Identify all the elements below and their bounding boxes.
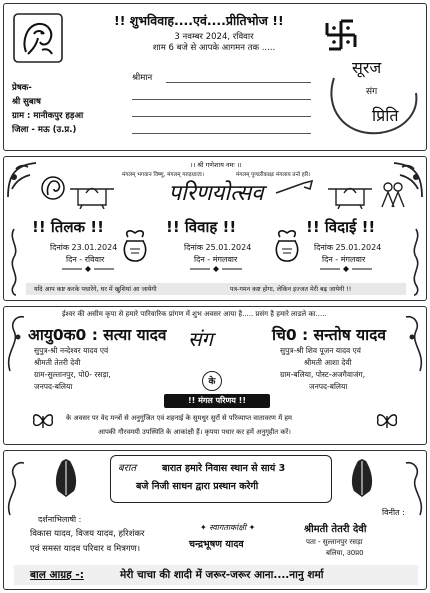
card1-date: 3 नवम्बर 2024, रविवार [174, 32, 254, 42]
card-event-schedule [3, 156, 427, 301]
event-vidai-day: दिन - मंगलवार [322, 255, 366, 264]
bride-line-1: सुपुत्र-श्री शिव पूजन यादव एवं [280, 346, 361, 355]
address-line-3 [132, 116, 311, 117]
doli-icon [68, 183, 116, 209]
logo-name-bottom: प्रिति [372, 106, 399, 125]
card3-paragraph-1: के अवसर पर वेद मन्त्रों से अनुगुंजित एवं शहनाई के सुमधुर सुरों से परिव्याप्त वातावरण में हम [66, 414, 293, 422]
shehnai-icon [274, 179, 314, 197]
bal-aagrah-text: मेरी चाचा की शादी में जरूर-जरूर आना....नानु शर्मा [120, 569, 324, 581]
event-vidai-date: दिनांक 25.01.2024 [314, 243, 382, 252]
event-vidai-name: !! विदाई !! [306, 218, 376, 236]
sender-village: ग्राम : मानीकपुर हड़आ [12, 111, 84, 121]
ornament-divider-icon [318, 265, 374, 273]
darshan-line-2: एवं समस्त यादव परिवार व मित्रगण। [30, 544, 141, 554]
namaste-hands-icon [48, 457, 84, 499]
ganesh-salutation: ।। श्री गणेशाय नमः ।। [190, 161, 242, 169]
darshan-line-1: विकास यादव, विजय यादव, हरिशंकर [30, 529, 145, 539]
swagat-name: चन्द्रभूषण यादव [189, 539, 244, 550]
card-baraat-details [3, 450, 427, 590]
card1-title: !! शुभविवाह....एवं....प्रीतिभोज !! [114, 13, 284, 28]
logo-name-mid: संग [366, 87, 378, 97]
baraat-line-1: बारात हमारे निवास स्थान से सायं 3 [162, 463, 286, 474]
ganesh-icon [40, 175, 66, 201]
doli-icon [326, 183, 374, 209]
bride-line-2: श्रीमती आशा देवी [304, 358, 352, 367]
vineet-address-2: बलिया, उ0प्र0 [326, 549, 364, 557]
namaste-hands-icon [344, 457, 380, 499]
event-tilak-name: !! तिलक !! [32, 218, 104, 236]
kalash-icon [272, 227, 302, 265]
ornament-divider-icon [188, 265, 244, 273]
event-vivah-day: दिन - मंगलवार [194, 255, 238, 264]
groom-line-4: जनपद-बलिया [34, 382, 73, 391]
event-vivah-name: !! विवाह !! [166, 218, 237, 236]
mangal-parinay-label: !! मंगल परिणय !! [188, 396, 246, 405]
corner-flourish-icon [6, 459, 28, 517]
corner-flourish-icon [402, 313, 424, 373]
event-tilak-date: दिनांक 23.01.2024 [50, 243, 118, 252]
sang-script: संग [188, 327, 213, 351]
bal-aagrah-label: बाल आग्रह -: [30, 569, 84, 581]
card3-paragraph-2: आपकी गौरवमयी उपस्थिति के आकांक्षी हैं। कृपया पधार कर हमें अनुगृहीत करें। [98, 428, 291, 436]
ganesh-icon [12, 12, 64, 64]
address-line-4 [132, 133, 311, 134]
vineet-name: श्रीमती तेतरी देवी [304, 524, 367, 535]
swagat-label: ✦ स्वागताकांक्षी ✦ [200, 523, 256, 532]
darshan-label: दर्शनाभिलाषी : [38, 515, 82, 524]
corner-flourish-icon [6, 313, 28, 373]
address-line-2 [132, 99, 311, 100]
side-scroll-icon [6, 227, 22, 297]
groom-title: आयु0क0 : सत्या यादव [28, 326, 167, 344]
bride-line-4: जनपद-बलिया [309, 382, 348, 391]
sender-label: प्रेषक- [12, 83, 32, 93]
vineet-label: विनीत : [382, 508, 405, 517]
parinay-title: परिणयोत्सव [168, 181, 264, 206]
butterfly-icon [376, 412, 398, 430]
groom-line-1: सुपुत्र-श्री नन्देश्वर यादव एवं [34, 346, 109, 355]
shloka-left: मंगलम् भगवान विष्णु, मंगलम् गरुड़ध्वजः। [122, 172, 205, 178]
baraat-line-2: बजे निजी साधन द्वारा प्रस्थान करेगी [136, 481, 259, 492]
vineet-address-1: पता - सुल्तानपुर रसड़ा [306, 538, 363, 546]
logo-name-top: सूरज [352, 58, 382, 77]
card-couple-details [3, 306, 427, 445]
groom-line-2: श्रीमती तेतरी देवी [34, 358, 81, 367]
corner-flourish-icon [402, 459, 424, 517]
shloka-right: मंगलम् पुण्डरीकाक्षः मंगलाय तनो हरि। [236, 172, 311, 178]
footer-left-text: यदि आप कष्ट करके पधारेंगे, घर में खुशियां आ जायेगी [34, 286, 157, 293]
event-tilak-day: दिन - रविवार [66, 255, 105, 264]
couple-logo [324, 18, 424, 138]
sender-district: जिला - मऊ (उ.प्र.) [12, 125, 77, 135]
ornament-divider-icon [60, 265, 116, 273]
bride-line-3: ग्राम-बलिया, पोस्ट-अजगैवाजंग, [280, 370, 366, 379]
ke-label: के [208, 377, 216, 387]
card1-time: शाम 6 बजे से आपके आगमन तक ..... [152, 43, 276, 53]
bride-title: चि0 : सन्तोष यादव [272, 326, 386, 344]
sender-name: श्री सुबाष [12, 97, 41, 107]
wedding-couple-icon [378, 179, 408, 209]
card3-intro: ईश्वर की असीम कृपा से हमारे पारिवारिक प्रांगण में शुभ अवसर आया है..... प्रसंग है हमारे लाडले का..... [62, 310, 327, 318]
shriman-label: श्रीमान [132, 73, 153, 83]
card-invitation-envelope [3, 3, 427, 151]
kalash-icon [120, 227, 150, 265]
address-line-1 [166, 82, 311, 83]
baraat-label: बरात [118, 463, 137, 474]
footer-right-text: पत्र-गमन कष्ट होगा, लेकिन इज्जत मेरी बढ़ जायेगी !! [230, 286, 352, 293]
butterfly-icon [32, 412, 54, 430]
groom-line-3: ग्राम-सुल्तानपुर, पो0- रसड़ा, [34, 370, 111, 379]
side-scroll-icon [408, 227, 424, 297]
event-vivah-date: दिनांक 25.01.2024 [184, 243, 252, 252]
